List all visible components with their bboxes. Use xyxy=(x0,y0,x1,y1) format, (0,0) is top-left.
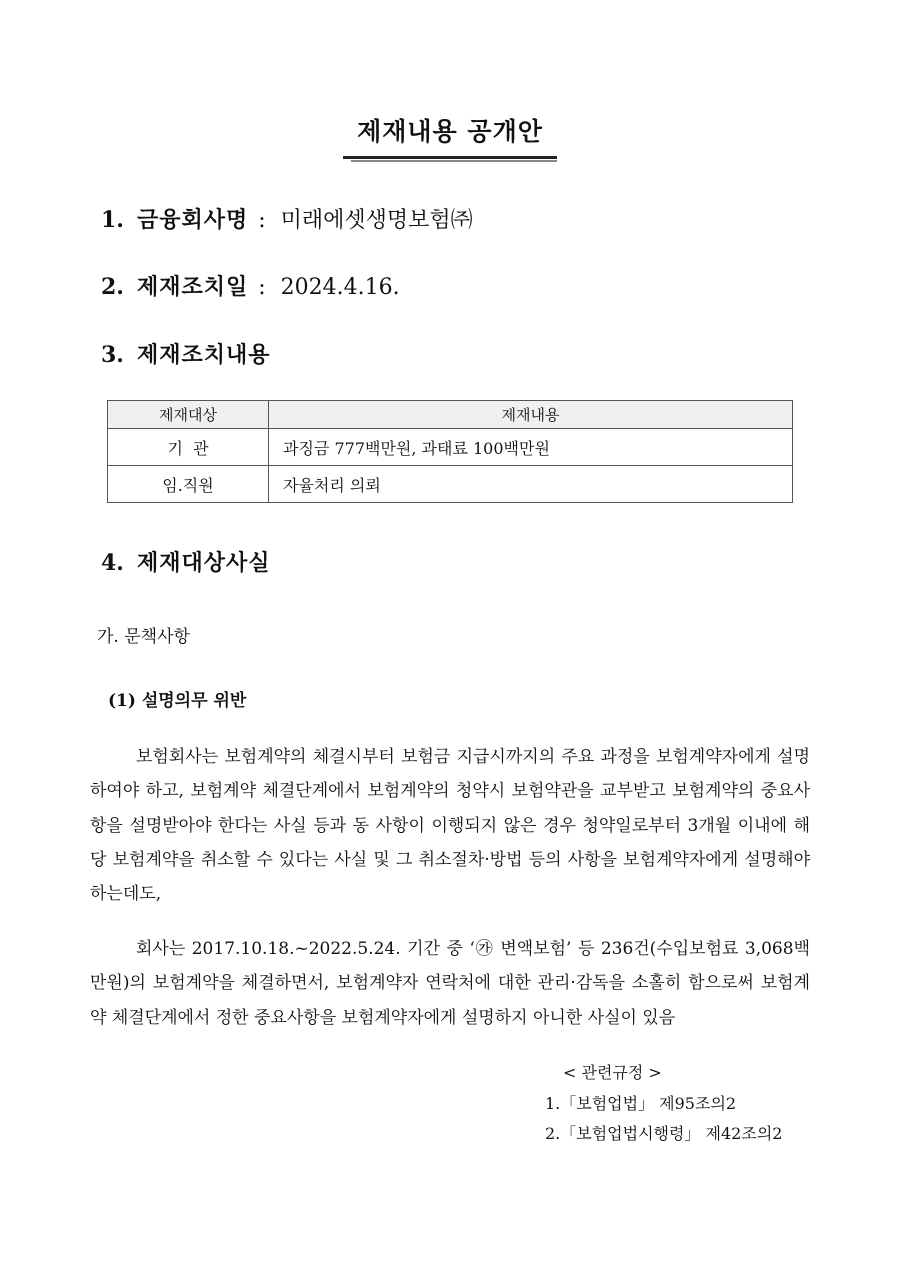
table-row xyxy=(108,466,793,503)
sanction-date-value: 2024.4.16. xyxy=(280,275,400,300)
table-cell-target: 기 관 xyxy=(108,429,269,466)
section-company-name: 1. 금융회사명 : 미래에셋생명보험㈜ xyxy=(101,207,473,233)
section-number: 3. xyxy=(101,342,124,368)
section-number: 1. xyxy=(101,207,124,233)
table-header-content: 제재내용 xyxy=(269,401,793,429)
section-sanction-facts xyxy=(101,546,270,577)
table-header-row xyxy=(108,401,793,429)
section-sanction-date: 2. 제재조치일 : 2024.4.16. xyxy=(101,274,400,300)
regulation-item: 2.「보험업법시행령」 제42조의2 xyxy=(545,1124,783,1143)
table-cell-content: 자율처리 의뢰 xyxy=(269,466,793,503)
sanction-table xyxy=(107,400,793,503)
section-label: 제재대상사실 xyxy=(136,550,271,576)
section-label: 제재조치내용 xyxy=(136,342,271,368)
section-label: 금융회사명 xyxy=(136,207,249,233)
table-cell-target: 임.직원 xyxy=(108,466,269,503)
table-row xyxy=(108,429,793,466)
section-label: 제재조치일 xyxy=(136,274,249,300)
company-name-value: 미래에셋생명보험㈜ xyxy=(280,208,473,233)
section-number: 4. xyxy=(101,550,124,576)
item-heading: (1) 설명의무 위반 xyxy=(108,691,247,711)
regulation-item: 1.「보험업법」 제95조의2 xyxy=(545,1093,737,1113)
table-header-target: 제재대상 xyxy=(108,401,269,429)
paragraph-violation: 회사는 2017.10.18.~2022.5.24. 기간 중 ‘㉮ 변액보험’ 등 236건(수입보험료 3,068백만원)의 보험계약을 체결하면서, 보험계약자 연락처에 대한 관리·감독을 소홀히 함으로써 보험계약 체결단계에서 정한 중요사항을 보험계약자에게 설명하지 아니한 사실이 있음 xyxy=(90,939,810,1028)
section-sanction-content xyxy=(101,338,270,369)
section-number: 2. xyxy=(101,274,124,300)
table-cell-content: 과징금 777백만원, 과태료 100백만원 xyxy=(269,429,793,466)
related-regulations xyxy=(545,1058,782,1150)
paragraph-obligation: 보험회사는 보험계약의 체결시부터 보험금 지급시까지의 주요 과정을 보험계약자에게 설명하여야 하고, 보험계약 체결단계에서 보험계약의 청약시 보험약관을 교부받고 보험계약의 중요사항을 설명받아야 한다는 사실 등과 동 사항이 이행되지 않은 경우 청약일로부터 3개월 이내에 해당 보험계약을 취소할 수 있다는 사실 및 그 취소절차·방법 등의 사항을 보험계약자에게 설명해야 하는데도, xyxy=(90,747,810,905)
regulations-heading: < 관련규정 > xyxy=(563,1063,662,1082)
document-title: 제재내용 공개안 xyxy=(343,112,557,159)
subsection-heading: 가. 문책사항 xyxy=(97,627,190,647)
